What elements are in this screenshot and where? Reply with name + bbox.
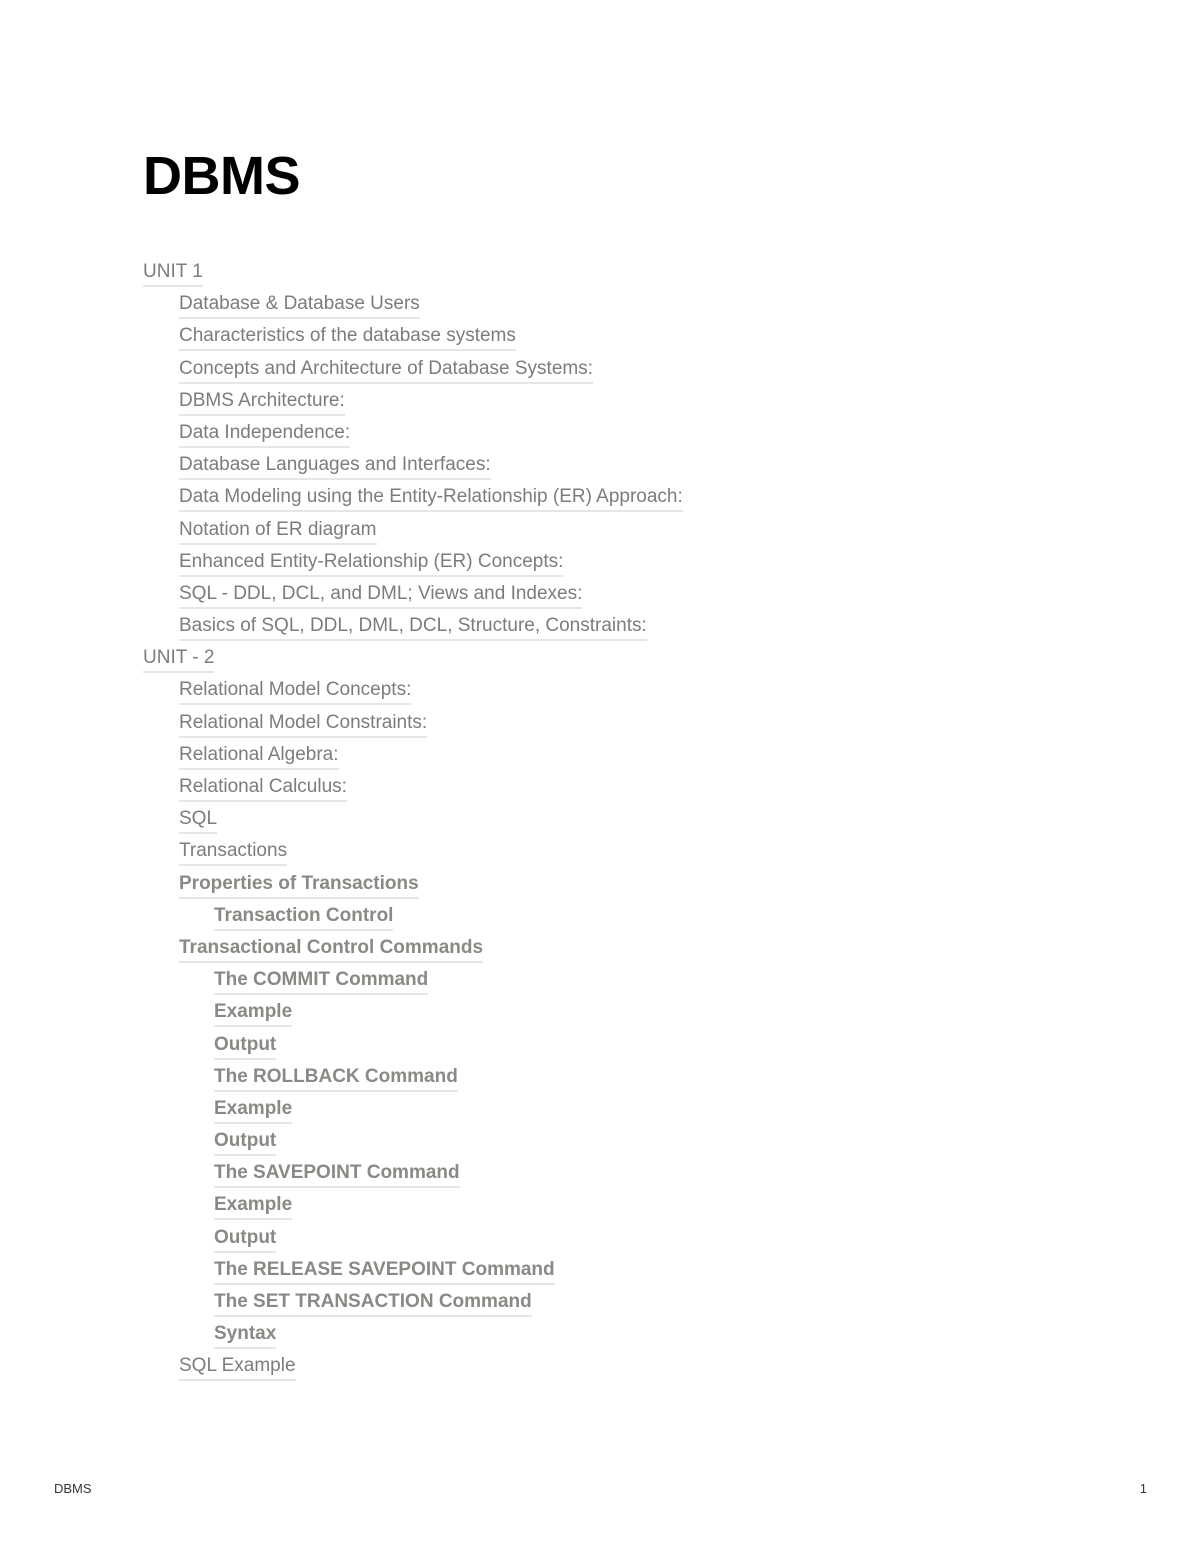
table-of-contents bbox=[143, 258, 1143, 1385]
toc-item bbox=[143, 580, 1143, 612]
toc-link[interactable]: Data Independence: bbox=[179, 421, 350, 448]
toc-item bbox=[143, 1288, 1143, 1320]
toc-link[interactable]: Enhanced Entity-Relationship (ER) Concepts: bbox=[179, 550, 563, 577]
toc-item bbox=[143, 387, 1143, 419]
toc-item bbox=[143, 1191, 1143, 1223]
toc-link[interactable]: Relational Model Constraints: bbox=[179, 711, 427, 738]
page-title: DBMS bbox=[143, 146, 300, 206]
toc-item bbox=[143, 451, 1143, 483]
toc-item bbox=[143, 1320, 1143, 1352]
toc-link[interactable]: Output bbox=[214, 1033, 276, 1060]
toc-link[interactable]: Relational Calculus: bbox=[179, 775, 347, 802]
toc-item bbox=[143, 998, 1143, 1030]
toc-link[interactable]: Characteristics of the database systems bbox=[179, 324, 516, 351]
toc-item bbox=[143, 516, 1143, 548]
toc-link[interactable]: The SAVEPOINT Command bbox=[214, 1161, 460, 1188]
toc-item bbox=[143, 548, 1143, 580]
toc-link[interactable]: Example bbox=[214, 1000, 292, 1027]
footer-document-title: DBMS bbox=[54, 1481, 92, 1496]
toc-link[interactable]: Data Modeling using the Entity-Relationship (ER) Approach: bbox=[179, 485, 683, 512]
toc-link[interactable]: DBMS Architecture: bbox=[179, 389, 345, 416]
toc-link[interactable]: Syntax bbox=[214, 1322, 276, 1349]
toc-link[interactable]: UNIT - 2 bbox=[143, 646, 214, 673]
toc-link[interactable]: Example bbox=[214, 1193, 292, 1220]
toc-item bbox=[143, 1352, 1143, 1384]
toc-link[interactable]: Concepts and Architecture of Database Systems: bbox=[179, 357, 593, 384]
toc-link[interactable]: The SET TRANSACTION Command bbox=[214, 1290, 532, 1317]
toc-link[interactable]: Transaction Control bbox=[214, 904, 393, 931]
toc-link[interactable]: Relational Model Concepts: bbox=[179, 678, 411, 705]
toc-link[interactable]: Basics of SQL, DDL, DML, DCL, Structure, Constraints: bbox=[179, 614, 647, 641]
toc-link[interactable]: Notation of ER diagram bbox=[179, 518, 377, 545]
footer-page-number: 1 bbox=[1139, 1481, 1147, 1496]
toc-item bbox=[143, 709, 1143, 741]
toc-item bbox=[143, 1159, 1143, 1191]
toc-item bbox=[143, 837, 1143, 869]
toc-link[interactable]: SQL Example bbox=[179, 1354, 296, 1381]
toc-item bbox=[143, 773, 1143, 805]
toc-link[interactable]: Output bbox=[214, 1129, 276, 1156]
toc-item bbox=[143, 741, 1143, 773]
toc-item bbox=[143, 612, 1143, 644]
toc-link[interactable]: SQL bbox=[179, 807, 217, 834]
toc-item bbox=[143, 1256, 1143, 1288]
toc-item bbox=[143, 966, 1143, 998]
toc-link[interactable]: Transactional Control Commands bbox=[179, 936, 483, 963]
toc-item bbox=[143, 934, 1143, 966]
toc-item bbox=[143, 1095, 1143, 1127]
toc-link[interactable]: Example bbox=[214, 1097, 292, 1124]
toc-item bbox=[143, 419, 1143, 451]
toc-link[interactable]: Relational Algebra: bbox=[179, 743, 339, 770]
toc-item bbox=[143, 1031, 1143, 1063]
toc-link[interactable]: Transactions bbox=[179, 839, 287, 866]
toc-link[interactable]: Output bbox=[214, 1226, 276, 1253]
toc-item bbox=[143, 870, 1143, 902]
toc-link[interactable]: UNIT 1 bbox=[143, 260, 203, 287]
toc-item bbox=[143, 1224, 1143, 1256]
toc-link[interactable]: The ROLLBACK Command bbox=[214, 1065, 458, 1092]
toc-item bbox=[143, 1063, 1143, 1095]
toc-item bbox=[143, 290, 1143, 322]
toc-link[interactable]: SQL - DDL, DCL, and DML; Views and Indexes: bbox=[179, 582, 582, 609]
toc-item bbox=[143, 322, 1143, 354]
toc-item bbox=[143, 805, 1143, 837]
toc-item bbox=[143, 676, 1143, 708]
toc-item bbox=[143, 483, 1143, 515]
toc-item bbox=[143, 902, 1143, 934]
toc-item bbox=[143, 258, 1143, 290]
toc-item bbox=[143, 355, 1143, 387]
toc-item bbox=[143, 1127, 1143, 1159]
toc-item bbox=[143, 644, 1143, 676]
toc-link[interactable]: Database Languages and Interfaces: bbox=[179, 453, 491, 480]
toc-link[interactable]: The COMMIT Command bbox=[214, 968, 428, 995]
toc-link[interactable]: Database & Database Users bbox=[179, 292, 420, 319]
toc-link[interactable]: Properties of Transactions bbox=[179, 872, 419, 899]
toc-link[interactable]: The RELEASE SAVEPOINT Command bbox=[214, 1258, 555, 1285]
